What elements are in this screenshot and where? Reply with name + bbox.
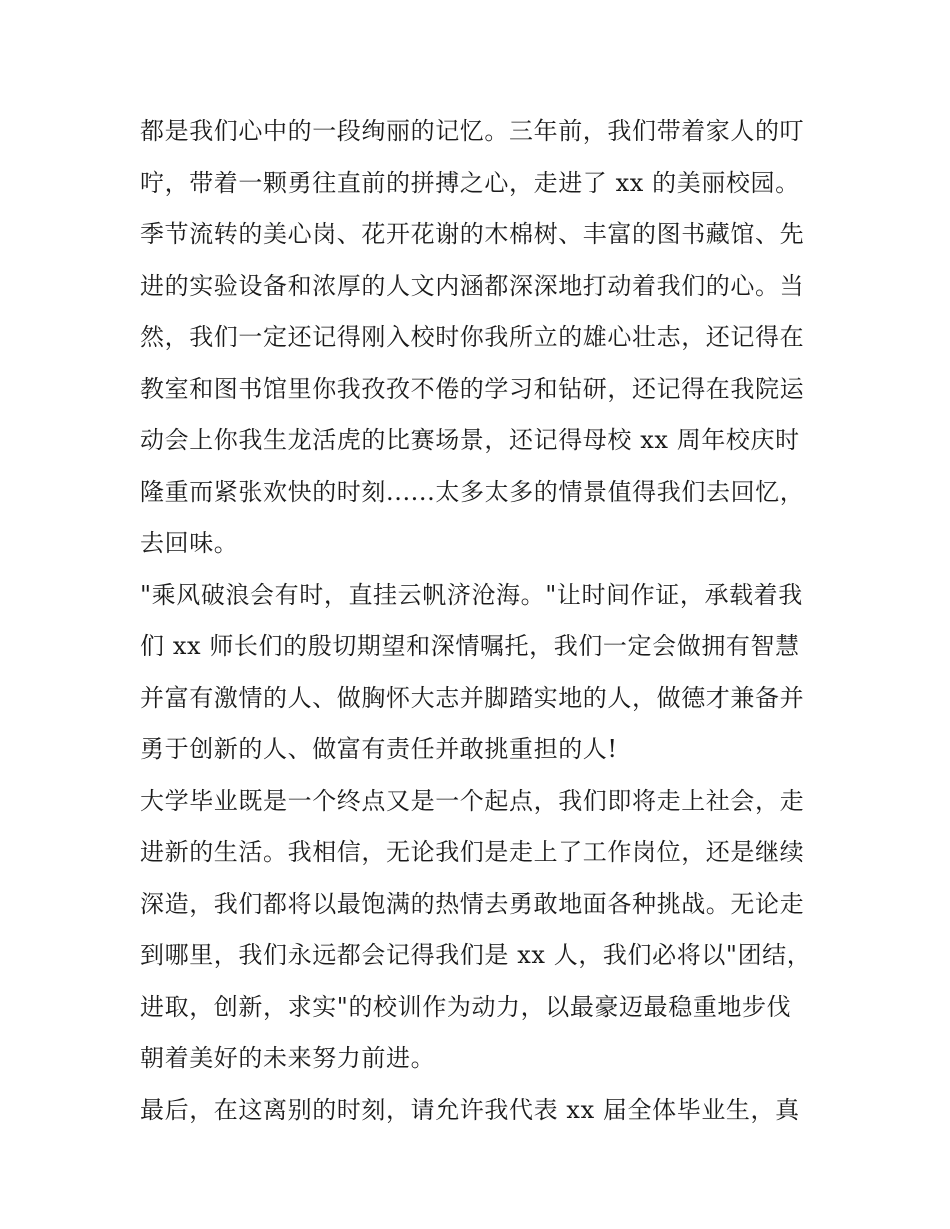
text-line: 然，我们一定还记得刚入校时你我所立的雄心壮志，还记得在 (140, 323, 805, 351)
text-line: 进新的生活。我相信，无论我们是走上了工作岗位，还是继续 (140, 838, 805, 866)
text-line: 深造，我们都将以最饱满的热情去勇敢地面各种挑战。无论走 (140, 889, 805, 918)
text-line: 季节流转的美心岗、花开花谢的木棉树、丰富的图书藏馆、先 (140, 220, 805, 248)
text-line: 咛，带着一颗勇往直前的拼搏之心，走进了 xx 的美丽校园。 (140, 168, 800, 197)
text-line: "乘风破浪会有时，直挂云帆济沧海。"让时间作证，承载着我 (140, 580, 803, 609)
text-line: 最后，在这离别的时刻，请允许我代表 xx 届全体毕业生，真 (140, 1095, 800, 1124)
text-line: 隆重而紧张欢快的时刻......太多太多的情景值得我们去回忆， (140, 477, 805, 506)
text-line: 并富有激情的人、做胸怀大志并脚踏实地的人，做德才兼备并 (140, 683, 805, 712)
text-line: 大学毕业既是一个终点又是一个起点，我们即将走上社会，走 (140, 786, 805, 815)
text-line: 到哪里，我们永远都会记得我们是 xx 人，我们必将以"团结， (140, 941, 812, 969)
text-line: 进的实验设备和浓厚的人文内涵都深深地打动着我们的心。当 (140, 271, 805, 300)
text-line: 动会上你我生龙活虎的比赛场景，还记得母校 xx 周年校庆时 (140, 426, 800, 454)
text-line: 们 xx 师长们的殷切期望和深情嘱托，我们一定会做拥有智慧 (140, 632, 800, 660)
text-line: 去回味。 (140, 529, 239, 557)
text-line: 都是我们心中的一段绚丽的记忆。三年前，我们带着家人的叮 (140, 117, 805, 145)
text-line: 教室和图书馆里你我孜孜不倦的学习和钻研，还记得在我院运 (140, 374, 805, 403)
text-line: 勇于创新的人、做富有责任并敢挑重担的人! (140, 735, 618, 763)
text-line: 朝着美好的未来努力前进。 (140, 1044, 436, 1072)
body-text (140, 106, 830, 1136)
text-line: 进取，创新，求实"的校训作为动力，以最豪迈最稳重地步伐 (140, 992, 792, 1021)
